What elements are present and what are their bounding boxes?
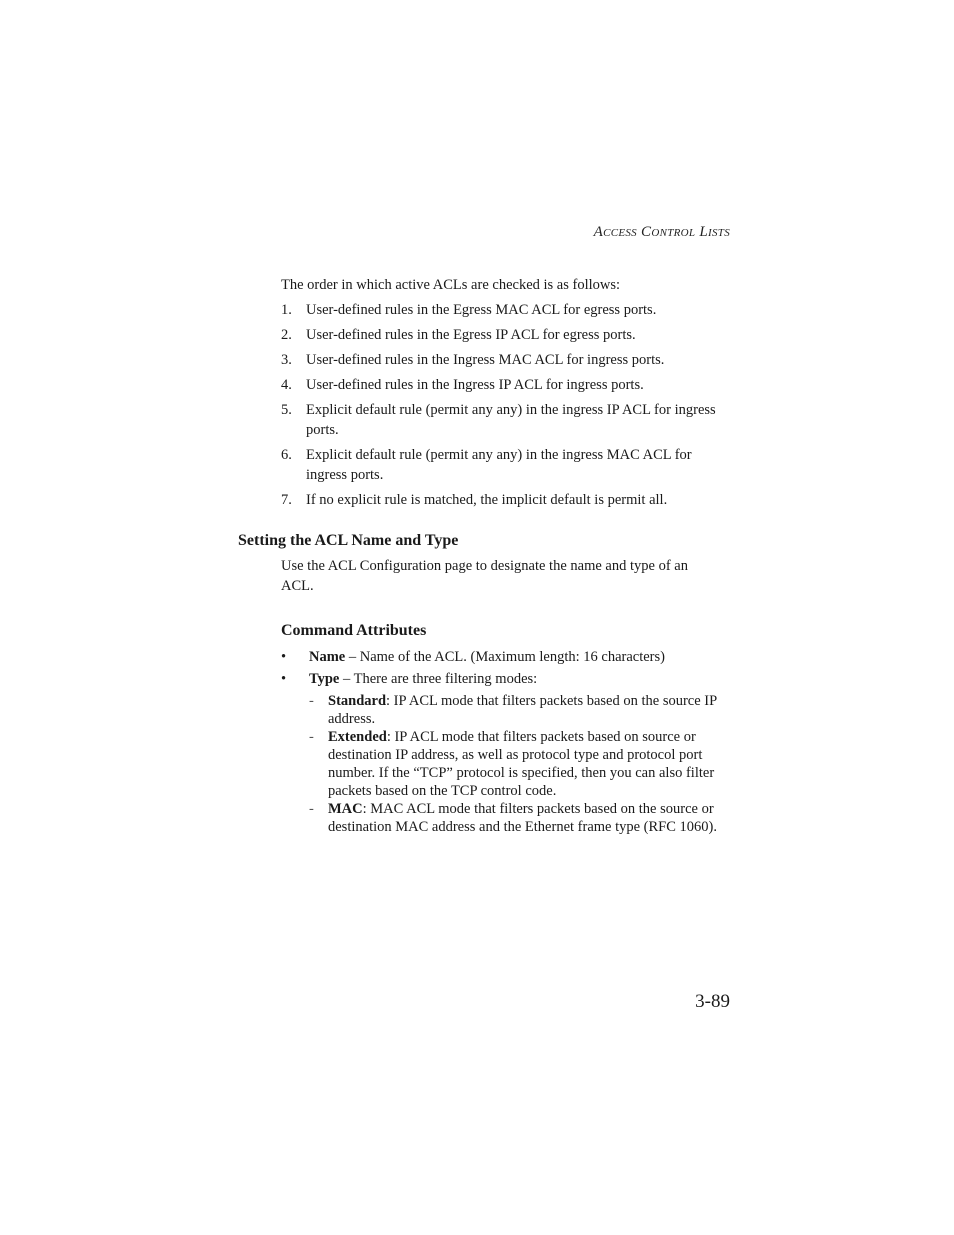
list-text: User-defined rules in the Ingress IP ACL for ingress ports. (306, 377, 644, 393)
mode-term: Extended (328, 729, 387, 745)
mode-term: Standard (328, 693, 387, 709)
mode-desc: : MAC ACL mode that filters packets based on the source or destination MAC address and the Ethernet frame type (RFC 1060). (328, 801, 718, 835)
list-number: 7. (281, 492, 292, 508)
list-number: 4. (281, 377, 292, 393)
list-number: 3. (281, 352, 292, 368)
running-header: Access Control Lists (593, 224, 730, 240)
list-item (281, 300, 731, 320)
attribute-item-name (281, 647, 741, 667)
attributes-heading: Command Attributes (281, 622, 427, 639)
dash-icon: - (309, 801, 314, 817)
attribute-item-type (281, 669, 741, 836)
list-text: User-defined rules in the Egress IP ACL for egress ports. (306, 327, 636, 343)
section-heading: Setting the ACL Name and Type (238, 532, 459, 549)
list-text: If no explicit rule is matched, the implicit default is permit all. (306, 492, 668, 508)
list-item (281, 490, 731, 510)
list-text: Explicit default rule (permit any any) in the ingress IP ACL for ingress ports. (306, 402, 716, 438)
list-number: 2. (281, 327, 292, 343)
page-number: 3-89 (695, 991, 730, 1012)
list-number: 5. (281, 402, 292, 418)
mode-item-mac (309, 800, 741, 836)
list-item (281, 325, 731, 345)
list-item (281, 445, 731, 485)
attributes-list (281, 647, 741, 838)
mode-desc: : IP ACL mode that filters packets based on source or destination IP address, as well as protocol type and protocol port number. If the “TCP” protocol is specified, then you can also filter packets based on the TCP control code. (328, 729, 715, 799)
attribute-desc: – There are three filtering modes: (339, 671, 538, 687)
list-item (281, 400, 731, 440)
attribute-desc: – Name of the ACL. (Maximum length: 16 characters) (345, 649, 665, 665)
list-item (281, 375, 731, 395)
mode-desc: : IP ACL mode that filters packets based on the source IP address. (328, 693, 717, 727)
list-text: User-defined rules in the Ingress MAC ACL for ingress ports. (306, 352, 665, 368)
attribute-term: Type (309, 671, 340, 687)
mode-term: MAC (328, 801, 363, 817)
filter-modes-list (309, 692, 741, 836)
list-text: Explicit default rule (permit any any) in the ingress MAC ACL for ingress ports. (306, 447, 692, 483)
bullet-icon: • (281, 671, 287, 687)
list-number: 1. (281, 302, 292, 318)
dash-icon: - (309, 729, 314, 745)
list-item (281, 350, 731, 370)
mode-item-standard (309, 692, 741, 728)
dash-icon: - (309, 693, 314, 709)
acl-order-list (281, 300, 731, 515)
list-text: User-defined rules in the Egress MAC ACL for egress ports. (306, 302, 657, 318)
attribute-term: Name (309, 649, 346, 665)
bullet-icon: • (281, 649, 287, 665)
mode-item-extended (309, 728, 741, 800)
list-number: 6. (281, 447, 292, 463)
section-paragraph: Use the ACL Configuration page to designate the name and type of an ACL. (281, 558, 688, 594)
intro-paragraph: The order in which active ACLs are checked is as follows: (281, 277, 621, 293)
